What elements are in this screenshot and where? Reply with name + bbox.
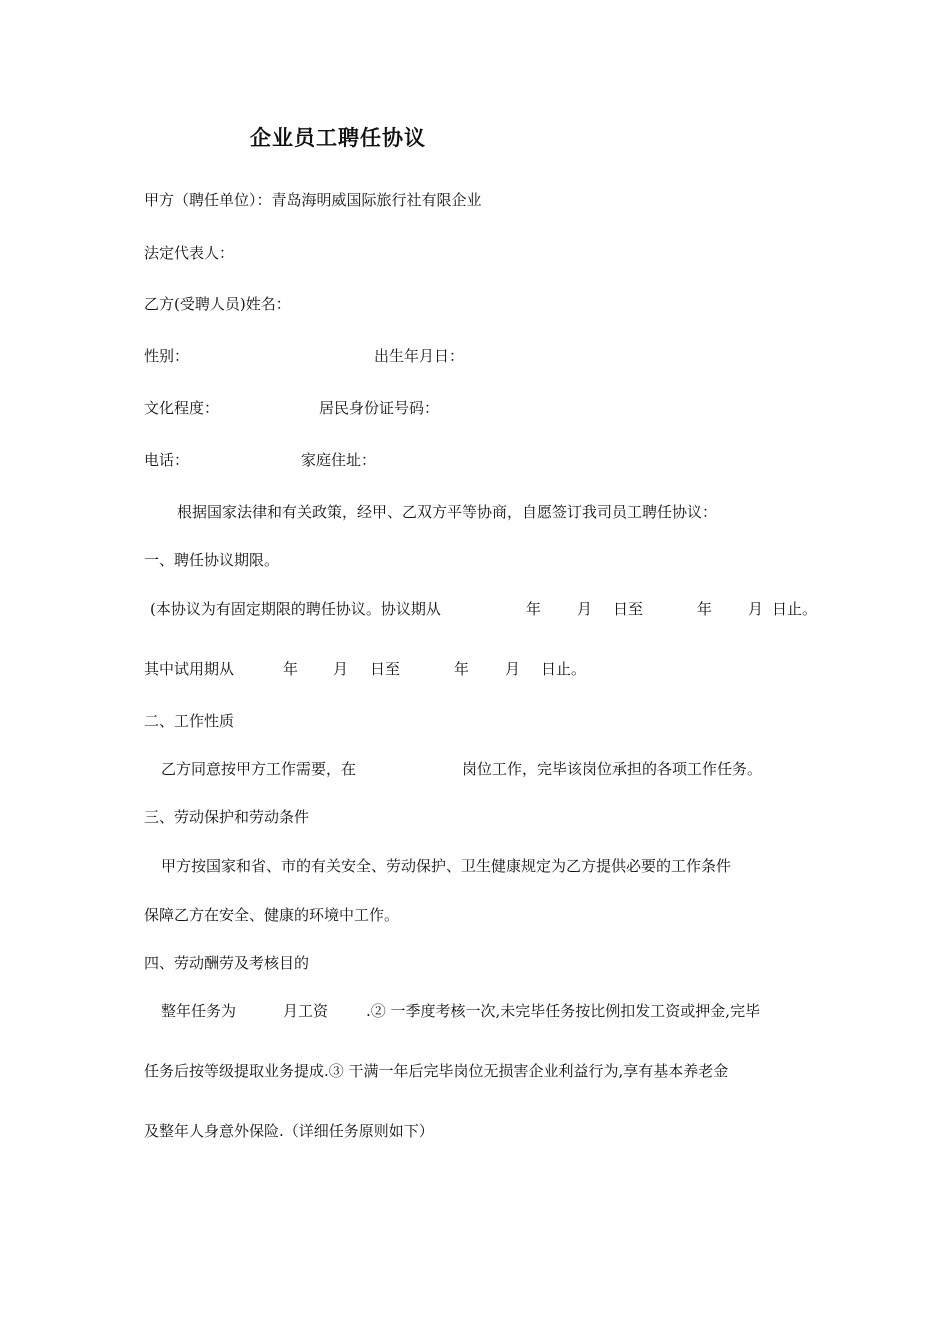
section-2-heading: 二、工作性质 [144,712,235,730]
section-4-heading: 四、劳动酬劳及考核目的 [144,954,310,972]
trial-period-month-start: 月 [333,660,349,678]
contract-period-year-start: 年 [526,600,542,618]
section-3-body-line-1: 甲方按国家和省、市的有关安全、劳动保护、卫生健康规定为乙方提供必要的工作条件 [161,857,732,875]
monthly-salary-label: 月工资 [283,1002,329,1020]
quarterly-review-text: .② 一季度考核一次,未完毕任务按比例扣发工资或押金,完毕 [366,1002,761,1020]
document-title: 企业员工聘任协议 [250,125,426,150]
education-label: 文化程度： [144,399,220,417]
trial-period-year-end: 年 [454,660,470,678]
contract-period-month-start: 月 [577,600,593,618]
trial-period-day-to: 日至 [370,660,401,678]
address-label: 家庭住址： [301,451,377,469]
contract-period-year-end: 年 [697,600,713,618]
work-nature-prefix: 乙方同意按甲方工作需要，在 [161,760,357,778]
annual-task-label: 整年任务为 [161,1002,237,1020]
work-nature-suffix: 岗位工作，完毕该岗位承担的各项工作任务。 [462,760,763,778]
trial-period-year-start: 年 [283,660,299,678]
section-1-heading: 一、聘任协议期限。 [144,551,280,569]
contract-period-month-end: 月 [748,600,764,618]
contract-period-day-end: 日止。 [772,600,818,618]
party-b-name-label: 乙方(受聘人员)姓名： [144,295,291,313]
section-3-body-line-2: 保障乙方在安全、健康的环境中工作。 [144,906,400,924]
trial-period-prefix: 其中试用期从 [144,660,235,678]
birth-date-label: 出生年月日： [374,347,465,365]
id-number-label: 居民身份证号码： [319,399,440,417]
legal-representative-label: 法定代表人： [144,244,235,262]
phone-label: 电话： [144,451,190,469]
section-4-body-line-2: 任务后按等级提取业务提成.③ 干满一年后完毕岗位无损害企业利益行为,享有基本养老金 [144,1062,729,1080]
trial-period-month-end: 月 [505,660,521,678]
contract-period-prefix: (本协议为有固定期限的聘任协议。协议期从 [150,600,441,618]
trial-period-day-end: 日止。 [541,660,587,678]
party-a-line: 甲方（聘任单位）：青岛海明威国际旅行社有限企业 [144,191,482,209]
section-4-body-line-3: 及整年人身意外保险.（详细任务原则如下） [144,1122,434,1140]
gender-label: 性别： [144,347,190,365]
section-3-heading: 三、劳动保护和劳动条件 [144,808,310,826]
contract-period-day-to: 日至 [613,600,644,618]
intro-paragraph: 根据国家法律和有关政策，经甲、乙双方平等协商，自愿签订我司员工聘任协议： [177,503,718,521]
